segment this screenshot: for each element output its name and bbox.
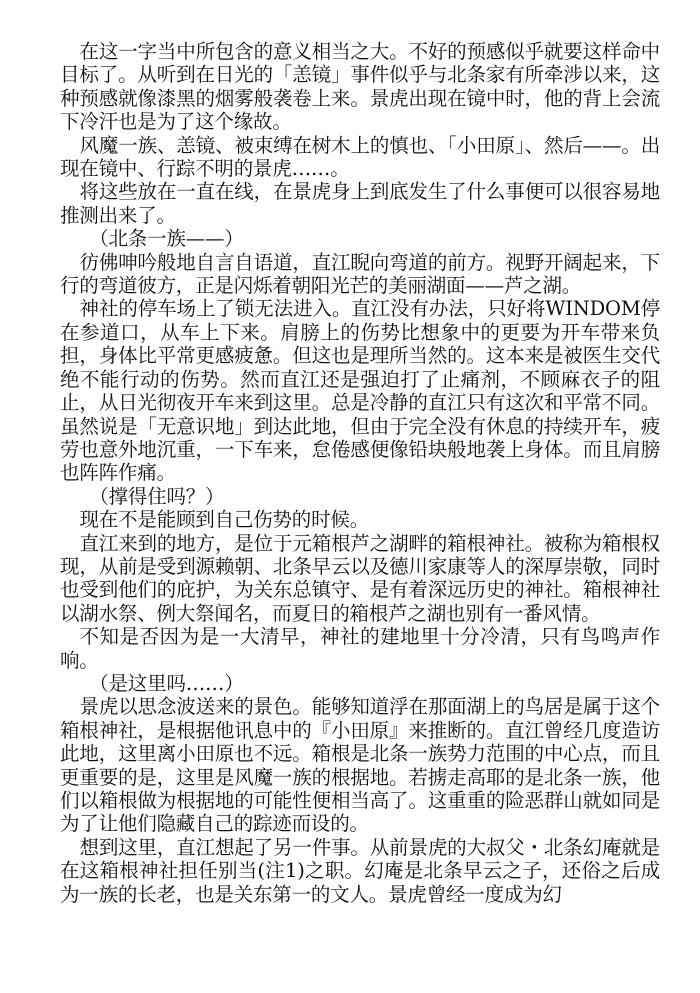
document-page (60, 40, 660, 906)
paragraph-5: 彷佛呻吟般地自言自语道，直江睨向弯道的前方。视野开阔起来，下行的弯道彼方，正是闪烁着朝阳光芒的美丽湖面——芦之湖。 (60, 250, 660, 298)
paragraph-10: 不知是否因为是一大清早，神社的建地里十分冷清，只有鸟鸣声作响。 (60, 625, 660, 672)
paragraph-7-thought: （撑得住吗？） (89, 484, 225, 508)
paragraph-2: 风魔一族、恙镜、被束缚在树木上的慎也、「小田原」、然后——。出现在镜中、行踪不明的景虎……。 (60, 133, 660, 181)
paragraph-4-thought: （北条一族——） (89, 227, 244, 251)
paragraph-13: 想到这里，直江想起了另一件事。从前景虎的大叔父・北条幻庵就是在这箱根神社担任别当(注1)之职。幻庵是北条早云之子，还俗之后成为一族的长老，也是关东第一的文人。景虎曾经一度成为幻 (60, 835, 660, 906)
paragraph-3: 将这些放在一直在线，在景虎身上到底发生了什么事便可以很容易地推测出来了。 (60, 180, 660, 227)
paragraph-11-thought: （是这里吗……） (89, 671, 244, 695)
paragraph-8: 现在不是能顾到自己伤势的时候。 (79, 508, 370, 532)
paragraph-12: 景虎以思念波送来的景色。能够知道浮在那面湖上的鸟居是属于这个箱根神社，是根据他讯息中的『小田原』来推断的。直江曾经几度造访此地，这里离小田原也不远。箱根是北条一族势力范围的中心点，而且更重要的是，这里是风魔一族的根据地。若掳走高耶的是北条一族，他们以箱根做为根据地的可能性便相当高了。这重重的险恶群山就如同是为了让他们隐藏自己的踪迹而设的。 (60, 695, 660, 836)
paragraph-9: 直江来到的地方，是位于元箱根芦之湖畔的箱根神社。被称为箱根权现，从前是受到源赖朝、北条早云以及德川家康等人的深厚崇敬，同时也受到他们的庇护，为关东总镇守、是有着深远历史的神社。箱根神社以湖水祭、例大祭闻名，而夏日的箱根芦之湖也别有一番风情。 (60, 531, 660, 625)
paragraph-6: 神社的停车场上了锁无法进入。直江没有办法，只好将WINDOM停在参道口，从车上下来。肩膀上的伤势比想象中的更要为开车带来负担，身体比平常更感疲惫。但这也是理所当然的。这本来是被医生交代绝不能行动的伤势。然而直江还是强迫打了止痛剂，不顾麻衣子的阻止，从日光彻夜开车来到这里。总是冷静的直江只有这次和平常不同。虽然说是「无意识地」到达此地，但由于完全没有休息的持续开车，疲劳也意外地沉重，一下车来，怠倦感便像铅块般地袭上身体。而且肩膀也阵阵作痛。 (60, 297, 660, 485)
paragraph-1: 在这一字当中所包含的意义相当之大。不好的预感似乎就要这样命中目标了。从听到在日光的「恙镜」事件似乎与北条家有所牵涉以来，这种预感就像漆黑的烟雾般袭卷上来。景虎出现在镜中时，他的背上会流下冷汗也是为了这个缘故。 (60, 40, 660, 134)
